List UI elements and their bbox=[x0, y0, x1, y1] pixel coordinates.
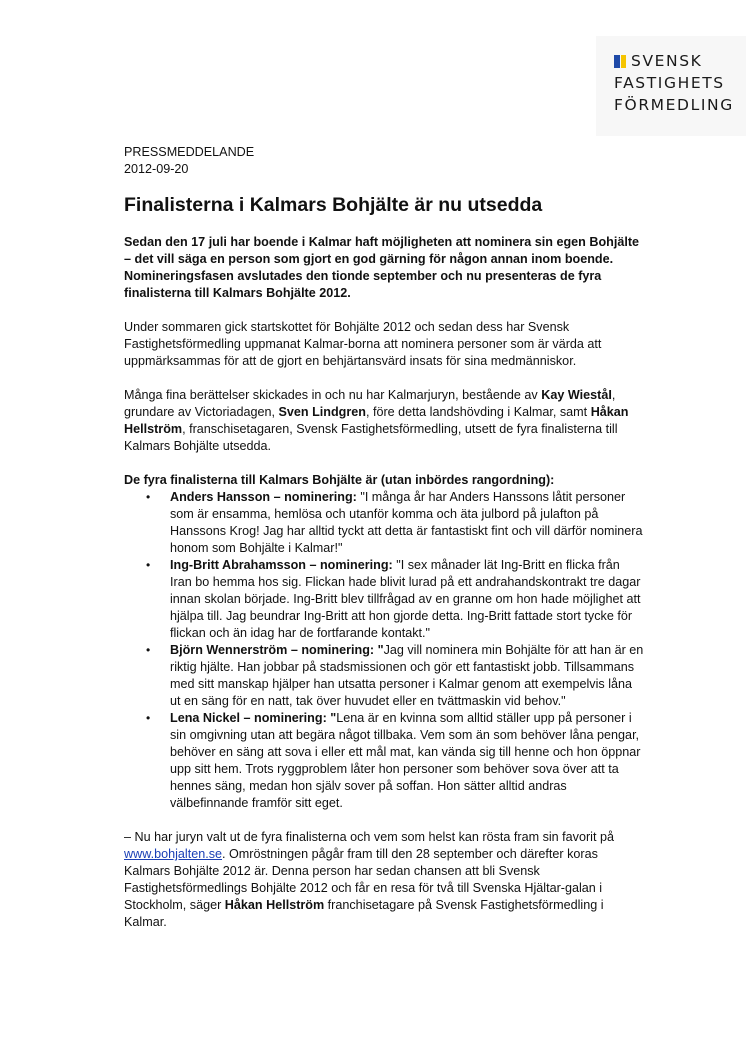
press-release-body bbox=[124, 144, 644, 931]
bullet-icon: • bbox=[146, 711, 151, 725]
finalist-text: "I många år har Anders Hanssons låtit personer som är ensamma, hemlösa och utanför komma och äta julbord på julafton på Hanssons Krog! Jag har alltid tyckt att detta är fantastiskt fint och vill därför nominera honom som Bohjälte i Kalmar!" bbox=[170, 490, 643, 555]
closing-name: Håkan Hellström bbox=[224, 898, 325, 912]
closing-paragraph bbox=[124, 829, 644, 931]
paragraph-jury bbox=[124, 387, 644, 455]
finalist-text: "I sex månader lät Ing-Britt en flicka från Iran bo hemma hos sig. Flickan hade blivit lurad på ett andrahandskontrakt tre dagar innan skolan började. Ing-Britt blev tillfrågad av en granne om hon hade möjlighet att hjälpa till. Jag beundrar Ing-Britt att hon gjorde detta. Ing-Britt fattade stort tycke för flickan och än idag har de fortfarande kontakt." bbox=[170, 558, 641, 640]
finalist-name: Björn Wennerström – nominering: " bbox=[170, 643, 384, 657]
page-title: Finalisterna i Kalmars Bohjälte är nu utsedda bbox=[124, 194, 543, 216]
list-item bbox=[146, 642, 644, 710]
list-item bbox=[146, 710, 644, 812]
finalists-heading: De fyra finalisterna till Kalmars Bohjälte är (utan inbördes rangordning): bbox=[124, 473, 555, 487]
jury-text-2: , grundare av Victoriadagen, bbox=[124, 388, 616, 419]
logo-line-1: SVENSK bbox=[631, 52, 703, 70]
bullet-icon: • bbox=[146, 558, 151, 572]
bohjalten-link[interactable]: www.bohjalten.se bbox=[124, 847, 223, 861]
release-date: 2012-09-20 bbox=[124, 162, 189, 176]
closing-text-3: franchisetagare på Svensk Fastighetsförmedling i Kalmar. bbox=[124, 898, 604, 929]
jury-name-2: Sven Lindgren bbox=[278, 405, 366, 419]
bullet-icon: • bbox=[146, 490, 151, 504]
logo-line-2: FASTIGHETS bbox=[614, 74, 725, 92]
list-item bbox=[146, 489, 644, 557]
jury-text-1: Många fina berättelser skickades in och nu har Kalmarjuryn, bestående av bbox=[124, 388, 542, 402]
swedish-flag-icon bbox=[614, 55, 626, 68]
logo-line-3: FÖRMEDLING bbox=[614, 96, 734, 114]
jury-text-3: , före detta landshövding i Kalmar, samt bbox=[365, 405, 591, 419]
jury-text-4: , franschisetagaren, Svensk Fastighetsförmedling, utsett de fyra finalisterna till Kalmars Bohjälte utsedda. bbox=[124, 422, 618, 453]
bullet-icon: • bbox=[146, 643, 151, 657]
closing-text-1: – Nu har juryn valt ut de fyra finalisterna och vem som helst kan rösta fram sin favorit på bbox=[124, 830, 614, 844]
finalist-name: Ing-Britt Abrahamsson – nominering: bbox=[170, 558, 393, 572]
jury-name-1: Kay WieståI bbox=[541, 388, 612, 402]
finalist-name: Lena Nickel – nominering: " bbox=[170, 711, 337, 725]
finalist-text: Lena är en kvinna som alltid ställer upp på personer i sin omgivning utan att begära något tillbaka. Vem som än som behöver låna pengar, behöver en säng att sova i eller ett mål mat, kan vända sig till henne och hon öppnar upp sitt hem. Trots ryggproblem låter hon personer som behöver sova över att ta hennes säng, medan hon själv sover på soffan. Hon sätter alltid andras välbefinnande framför sitt eget. bbox=[170, 711, 641, 810]
finalist-name: Anders Hansson – nominering: bbox=[170, 490, 357, 504]
jury-name-3: Håkan Hellström bbox=[124, 405, 629, 436]
list-item bbox=[146, 557, 644, 642]
paragraph-intro: Under sommaren gick startskottet för Bohjälte 2012 och sedan dess har Svensk Fastighetsförmedling uppmanat Kalmar-borna att nominera personer som är värda att uppmärksammas för att de gjort en behjärtansvärd insats för sina medmänniskor. bbox=[124, 320, 602, 368]
closing-text-2: . Omröstningen pågår fram till den 28 september och därefter koras Kalmars Bohjälte 2012 är. Denna person har sedan chansen att bli Svensk Fastighetsförmedlings Bohjälte 2012 och får en resa för två till Svenska Hjältar-galan i Stockholm, säger bbox=[124, 847, 603, 912]
finalist-text: Jag vill nominera min Bohjälte för att han är en riktig hjälte. Han jobbar på stadsmissionen och gör ett fantastiskt jobb. Tillsammans med sitt manskap hjälper han utsatta personer i Kalmar genom att exempelvis låna ut en säng för en natt, tak över huvudet eller en tvättmaskin vid behov." bbox=[170, 643, 644, 708]
lead-paragraph: Sedan den 17 juli har boende i Kalmar haft möjligheten att nominera sin egen Bohjälte – det vill säga en person som gjort en god gärning för någon annan inom boende. Nomineringsfasen avslutades den tionde september och nu presenteras de fyra finalisterna till Kalmars Bohjälte 2012. bbox=[124, 235, 640, 300]
document-type-label: PRESSMEDDELANDE bbox=[124, 145, 255, 159]
finalists-list bbox=[124, 489, 644, 812]
